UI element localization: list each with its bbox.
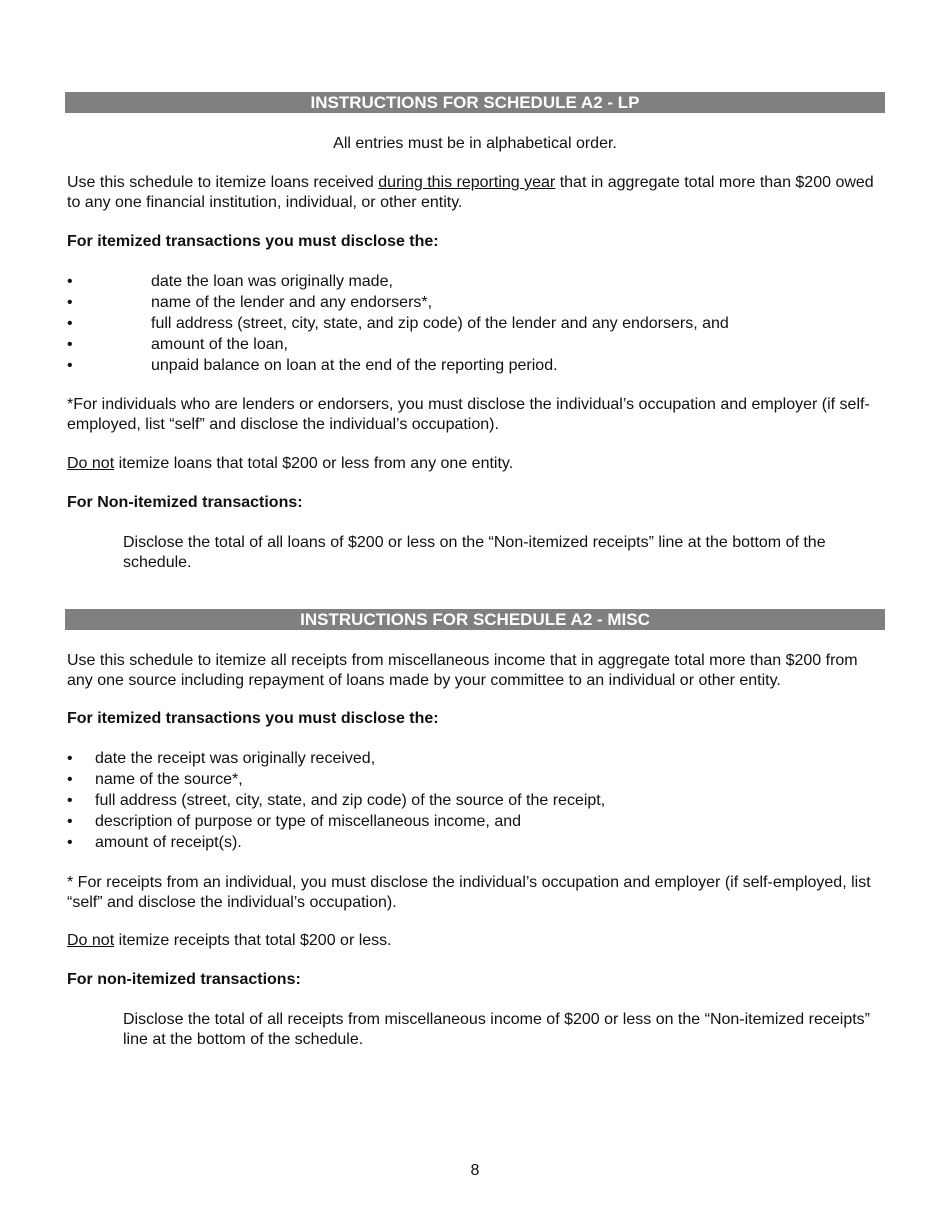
lp-do-not: Do not [67, 455, 115, 472]
bullet-icon: • [67, 771, 73, 788]
misc-nonitemized-text: Disclose the total of all receipts from miscellaneous income of $200 or less on the “Non-itemized receipts” line at the bottom of the schedule. [123, 1011, 870, 1048]
misc-itemized-heading: For itemized transactions you must disclose the: [67, 710, 439, 727]
bullet-icon: • [67, 750, 73, 767]
list-item: • full address (street, city, state, and zip code) of the source of the receipt, [67, 792, 606, 809]
misc-footnote: * For receipts from an individual, you must disclose the individual’s occupation and employer (if self-employed, list “self” and disclose the individual’s occupation). [67, 874, 871, 911]
bullet-icon: • [67, 792, 73, 809]
list-item: • description of purpose or type of miscellaneous income, and [67, 813, 522, 830]
lp-intro-post: that in aggregate total more than $200 owed to any one financial institution, individual, or other entity. [67, 174, 874, 211]
misc-do-not-note [67, 931, 887, 951]
lp-do-not-rest: itemize loans that total $200 or less from any one entity. [114, 455, 514, 472]
list-item: • amount of the loan, [67, 336, 288, 353]
list-item: • amount of receipt(s). [67, 834, 242, 851]
lp-intro [67, 173, 887, 212]
lp-do-not-note [67, 454, 887, 474]
lp-footnote: *For individuals who are lenders or endorsers, you must disclose the individual’s occupation and employer (if self-employed, list “self” and disclose the individual’s occupation). [67, 396, 870, 433]
lp-intro-underline: during this reporting year [378, 174, 556, 191]
list-item: • date the loan was originally made, [67, 273, 393, 290]
misc-intro: Use this schedule to itemize all receipts from miscellaneous income that in aggregate total more than $200 from any one source including repayment of loans made by your committee to an individual or other entity. [67, 652, 858, 689]
section-misc-heading: INSTRUCTIONS FOR SCHEDULE A2 - MISC [65, 609, 885, 630]
lp-itemized-heading: For itemized transactions you must disclose the: [67, 233, 439, 250]
list-item: • unpaid balance on loan at the end of the reporting period. [67, 357, 558, 374]
misc-do-not-rest: itemize receipts that total $200 or less. [114, 932, 392, 949]
section-lp-heading: INSTRUCTIONS FOR SCHEDULE A2 - LP [65, 92, 885, 113]
bullet-icon: • [67, 813, 73, 830]
lp-disclosure-list [67, 271, 897, 376]
list-item: • full address (street, city, state, and zip code) of the lender and any endorsers, and [67, 315, 729, 332]
bullet-icon: • [67, 834, 73, 851]
lp-order-note: All entries must be in alphabetical order. [333, 135, 617, 152]
list-item: • date the receipt was originally received, [67, 750, 376, 767]
bullet-icon: • [67, 273, 73, 290]
lp-intro-pre: Use this schedule to itemize loans received [67, 174, 379, 191]
page-number: 8 [470, 1162, 480, 1179]
bullet-icon: • [67, 357, 73, 374]
misc-disclosure-list [67, 748, 897, 853]
bullet-icon: • [67, 315, 73, 332]
bullet-icon: • [67, 294, 73, 311]
list-item: • name of the lender and any endorsers*, [67, 294, 433, 311]
bullet-icon: • [67, 336, 73, 353]
misc-do-not: Do not [67, 932, 115, 949]
lp-nonitemized-text: Disclose the total of all loans of $200 or less on the “Non-itemized receipts” line at the bottom of the schedule. [123, 534, 826, 571]
misc-nonitemized-heading: For non-itemized transactions: [67, 971, 301, 988]
list-item: • name of the source*, [67, 771, 243, 788]
lp-nonitemized-heading: For Non-itemized transactions: [67, 494, 303, 511]
